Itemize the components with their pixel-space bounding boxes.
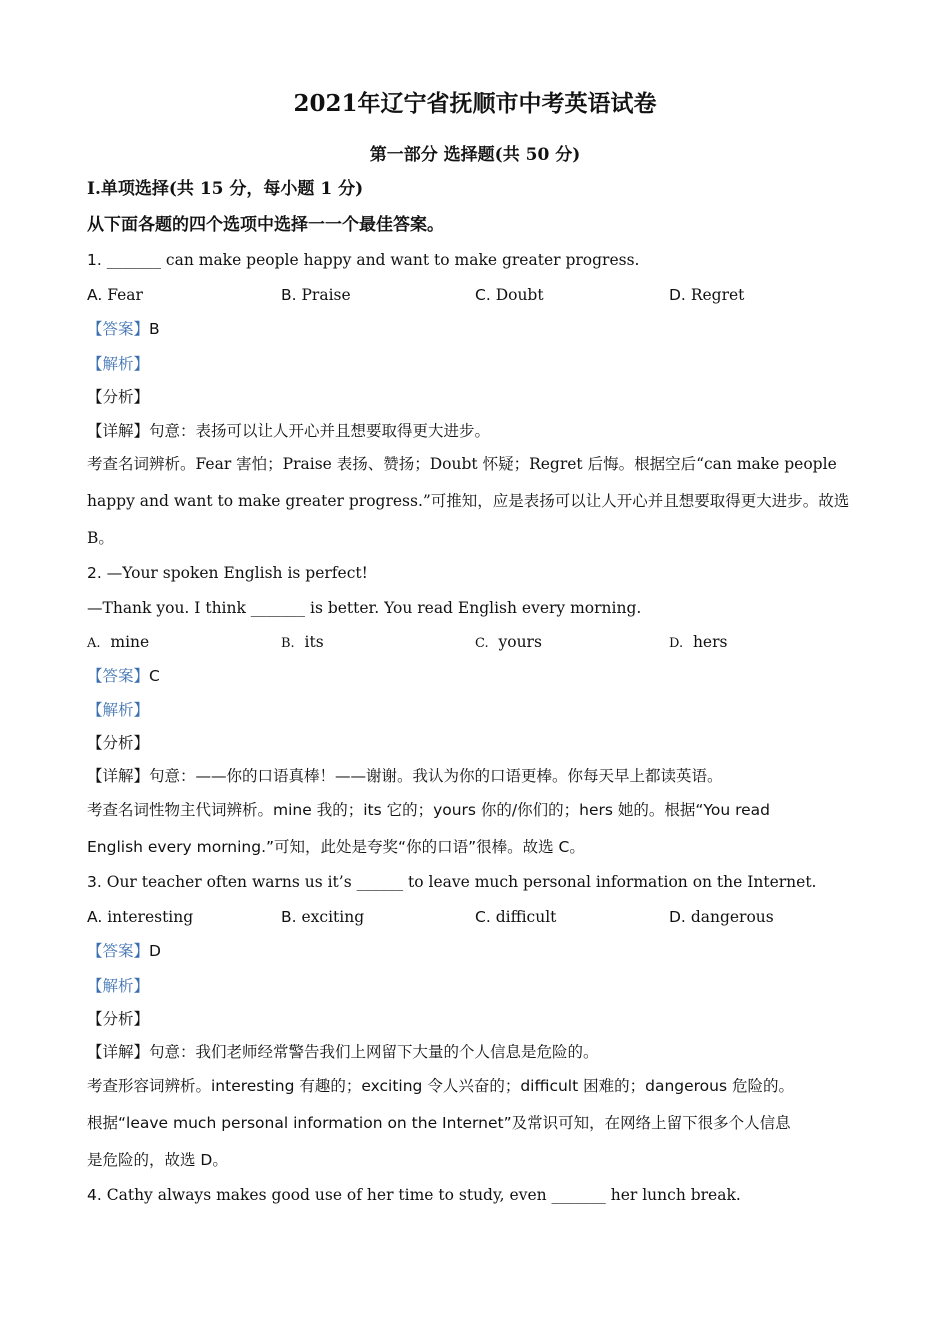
answer-label: 【答案】 bbox=[87, 320, 150, 338]
detail-text: 句意：——你的口语真棒！——谢谢。我认为你的口语更棒。你每天早上都读英语。 bbox=[149, 767, 723, 785]
q2-option-d: D. hers bbox=[669, 633, 728, 651]
question-3 bbox=[87, 872, 816, 892]
q3-explain-3: 是危险的，故选 D。 bbox=[87, 1151, 228, 1169]
q2-option-c: C. yours bbox=[475, 633, 542, 651]
q1-explain-1: 考查名词辨析。Fear 害怕；Praise 表扬、赞扬；Doubt 怀疑；Regret 后悔。根据空后“can make people bbox=[87, 455, 837, 473]
q3-analysis-label: 【解析】 bbox=[87, 977, 150, 995]
q1-answer bbox=[87, 319, 160, 339]
answer-label: 【答案】 bbox=[87, 667, 150, 685]
detail-label: 【详解】 bbox=[87, 1043, 150, 1061]
q1-detail bbox=[87, 421, 490, 441]
q3-fenxi-label: 【分析】 bbox=[87, 1010, 150, 1028]
question-text: Cathy always makes good use of her time to study, even _______ her lunch break. bbox=[106, 1186, 741, 1204]
question-number: 4. bbox=[87, 1186, 102, 1204]
q3-explain-1: 考查形容词辨析。interesting 有趣的；exciting 令人兴奋的；difficult 困难的；dangerous 危险的。 bbox=[87, 1077, 794, 1095]
q2-explain-1: 考查名词性物主代词辨析。mine 我的；its 它的；yours 你的/你们的；hers 她的。根据“You read bbox=[87, 801, 770, 819]
q1-option-b: B. Praise bbox=[281, 286, 351, 304]
q3-option-a: A. interesting bbox=[87, 908, 194, 926]
question-4 bbox=[87, 1185, 741, 1205]
q2-explain-2: English every morning.”可知，此处是夸奖“你的口语”很棒。故选 C。 bbox=[87, 838, 585, 856]
q1-fenxi-label: 【分析】 bbox=[87, 388, 150, 406]
answer-label: 【答案】 bbox=[87, 942, 150, 960]
q3-option-b: B. exciting bbox=[281, 908, 365, 926]
q3-answer bbox=[87, 941, 161, 961]
q1-option-a: A. Fear bbox=[87, 286, 143, 304]
q1-option-c: C. Doubt bbox=[475, 286, 544, 304]
q3-option-c: C. difficult bbox=[475, 908, 557, 926]
question-number: 1. bbox=[87, 251, 102, 269]
q2-fenxi-label: 【分析】 bbox=[87, 734, 150, 752]
question-2 bbox=[87, 563, 368, 583]
q2-option-a: A. mine bbox=[87, 633, 150, 651]
detail-label: 【详解】 bbox=[87, 767, 150, 785]
q3-option-d: D. dangerous bbox=[669, 908, 774, 926]
question-number: 3. bbox=[87, 873, 102, 891]
detail-text: 句意：我们老师经常警告我们上网留下大量的个人信息是危险的。 bbox=[149, 1043, 599, 1061]
question-text: —Your spoken English is perfect! bbox=[106, 564, 368, 582]
q3-explain-2: 根据“leave much personal information on the Internet”及常识可知，在网络上留下很多个人信息 bbox=[87, 1114, 791, 1132]
q3-detail bbox=[87, 1042, 599, 1062]
q2-analysis-label: 【解析】 bbox=[87, 701, 150, 719]
detail-label: 【详解】 bbox=[87, 422, 150, 440]
question-text: Our teacher often warns us it’s ______ to leave much personal information on the Internet. bbox=[106, 873, 817, 891]
answer-value: C bbox=[149, 667, 160, 685]
q1-analysis-label: 【解析】 bbox=[87, 355, 150, 373]
q2-detail bbox=[87, 766, 723, 786]
q1-explain-2: happy and want to make greater progress.”可推知，应是表扬可以让人开心并且想要取得更大进步。故选 bbox=[87, 492, 850, 510]
detail-text: 句意：表扬可以让人开心并且想要取得更大进步。 bbox=[149, 422, 491, 440]
question-number: 2. bbox=[87, 564, 102, 582]
q1-explain-3: B。 bbox=[87, 529, 114, 547]
instruction: 从下面各题的四个选项中选择一一个最佳答案。 bbox=[87, 215, 444, 235]
question-text: _______ can make people happy and want to make greater progress. bbox=[106, 251, 640, 269]
q1-option-d: D. Regret bbox=[669, 286, 745, 304]
answer-value: D bbox=[149, 942, 161, 960]
part-title: 第一部分 选择题(共 50 分) bbox=[369, 145, 581, 165]
q2-line-2: —Thank you. I think _______ is better. You read English every morning. bbox=[87, 599, 642, 617]
page-title: 2021年辽宁省抚顺市中考英语试卷 bbox=[293, 90, 657, 117]
section-heading: Ⅰ.单项选择(共 15 分，每小题 1 分) bbox=[87, 179, 364, 199]
question-1 bbox=[87, 250, 639, 270]
q2-answer bbox=[87, 666, 160, 686]
q2-option-b: B. its bbox=[281, 633, 324, 651]
answer-value: B bbox=[149, 320, 160, 338]
